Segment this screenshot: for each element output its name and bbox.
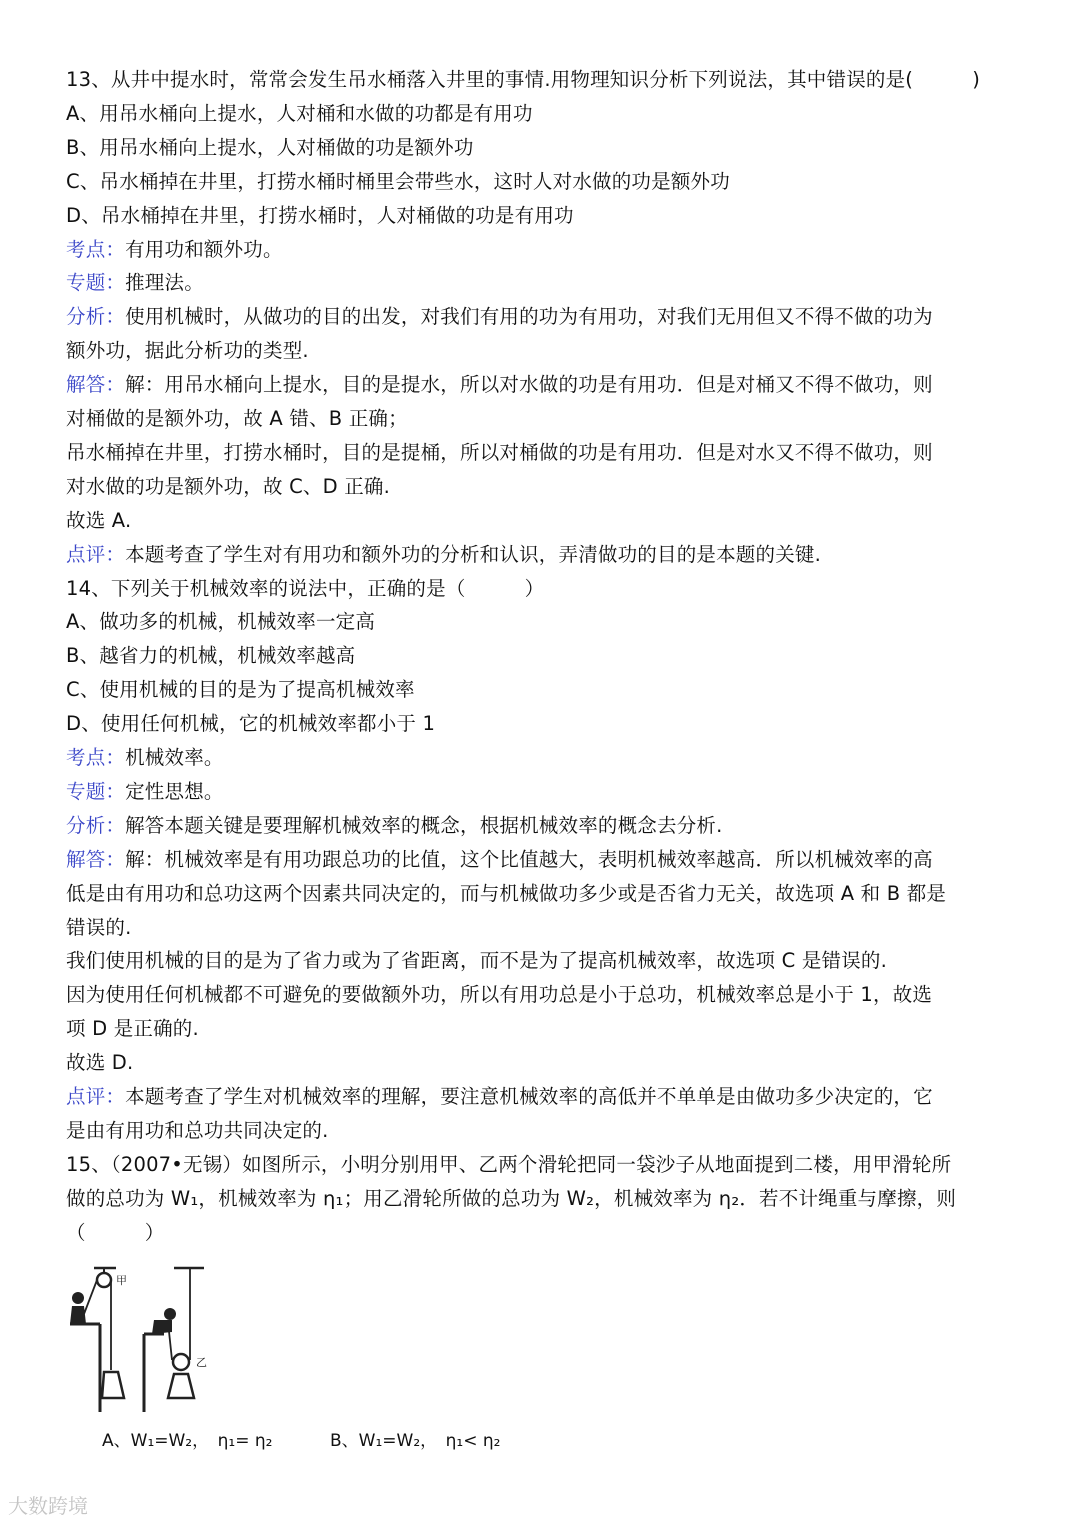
text-line bbox=[66, 236, 1026, 264]
section-tag: 点评： bbox=[66, 1085, 126, 1108]
label-jia: 甲 bbox=[116, 1274, 127, 1287]
line-text: C、使用机械的目的是为了提高机械效率 bbox=[66, 678, 415, 702]
text-line bbox=[66, 439, 1026, 467]
line-text: 吊水桶掉在井里，打捞水桶时，目的是提桶，所以对桶做的功是有用功．但是对水又不得不做功，则 bbox=[66, 440, 933, 464]
line-text: 解答本题关键是要理解机械效率的概念，根据机械效率的概念去分析. bbox=[125, 813, 723, 837]
text-line bbox=[66, 575, 1026, 603]
text-line bbox=[66, 1219, 1026, 1247]
line-text: 机械效率。 bbox=[125, 746, 224, 769]
text-line bbox=[66, 507, 1026, 535]
text-line bbox=[66, 269, 1026, 297]
text-line bbox=[66, 676, 1026, 704]
line-text: A、用吊水桶向上提水，人对桶和水做的功都是有用功 bbox=[66, 101, 533, 125]
text-line bbox=[66, 66, 1026, 94]
text-line bbox=[66, 371, 1026, 399]
line-text: 15、（2007•无锡）如图所示，小明分别用甲、乙两个滑轮把同一袋沙子从地面提到二楼，用甲滑轮所 bbox=[66, 1152, 952, 1176]
text-line bbox=[66, 1049, 1026, 1077]
line-text: 项 D 是正确的. bbox=[66, 1017, 199, 1041]
line-text: 故选 A. bbox=[66, 508, 132, 532]
section-tag: 解答： bbox=[66, 373, 126, 397]
text-line bbox=[66, 541, 1026, 569]
text-line bbox=[66, 846, 1026, 874]
text-line bbox=[66, 608, 1026, 636]
section-tag: 点评： bbox=[66, 542, 126, 566]
section-tag: 考点： bbox=[66, 237, 126, 261]
line-text: 额外功，据此分析功的类型. bbox=[66, 339, 309, 363]
line-text: 故选 D. bbox=[66, 1051, 134, 1075]
line-text: A、做功多的机械，机械效率一定高 bbox=[66, 610, 376, 634]
text-line bbox=[66, 202, 1026, 230]
line-text: 14、下列关于机械效率的说法中，正确的是（ ） bbox=[66, 576, 545, 600]
section-tag: 解答： bbox=[66, 847, 126, 871]
line-text: 解：用吊水桶向上提水，目的是提水，所以对水做的功是有用功．但是对桶又不得不做功，则 bbox=[125, 373, 933, 397]
line-text: 因为使用任何机械都不可避免的要做额外功，所以有用功总是小于总功，机械效率总是小于 1，故选 bbox=[66, 983, 933, 1007]
option-a: A、W₁=W₂， η₁= η₂ bbox=[102, 1431, 273, 1451]
text-line bbox=[66, 880, 1026, 908]
line-text: B、用吊水桶向上提水，人对桶做的功是额外功 bbox=[66, 135, 474, 159]
text-line bbox=[66, 744, 1026, 772]
line-text: C、吊水桶掉在井里，打捞水桶时桶里会带些水，这时人对水做的功是额外功 bbox=[66, 169, 730, 193]
text-line bbox=[66, 168, 1026, 196]
pulley-figure bbox=[64, 1262, 234, 1422]
text-line bbox=[66, 405, 1026, 433]
line-text: 解：机械效率是有用功跟总功的比值，这个比值越大，表明机械效率越高．所以机械效率的高 bbox=[125, 847, 933, 871]
line-text: 推理法。 bbox=[125, 271, 204, 295]
text-line bbox=[66, 812, 1026, 840]
text-line bbox=[66, 134, 1026, 162]
text-line bbox=[66, 1185, 1026, 1213]
text-line bbox=[66, 1083, 1026, 1111]
section-tag: 分析： bbox=[66, 305, 126, 329]
text-line bbox=[66, 303, 1026, 331]
line-text: D、吊水桶掉在井里，打捞水桶时，人对桶做的功是有用功 bbox=[66, 203, 574, 227]
section-tag: 考点： bbox=[66, 746, 126, 769]
section-tag: 分析： bbox=[66, 813, 126, 837]
text-line bbox=[66, 642, 1026, 670]
line-text: 低是由有用功和总功这两个因素共同决定的，而与机械做功多少或是否省力无关，故选项 A 和 B 都是 bbox=[66, 881, 947, 905]
line-text: 对桶做的是额外功，故 A 错、B 正确； bbox=[66, 407, 408, 430]
text-line bbox=[66, 778, 1026, 806]
line-text: 本题考查了学生对机械效率的理解，要注意机械效率的高低并不单单是由做功多少决定的，它 bbox=[125, 1085, 933, 1108]
text-line bbox=[66, 981, 1026, 1009]
text-line bbox=[66, 1117, 1026, 1145]
line-text: 使用机械时，从做功的目的出发，对我们有用的功为有用功，对我们无用但又不得不做的功为 bbox=[125, 305, 933, 329]
watermark: 大数跨境 bbox=[8, 1494, 88, 1518]
line-text: B、越省力的机械，机械效率越高 bbox=[66, 644, 356, 668]
line-text: 我们使用机械的目的是为了省力或为了省距离，而不是为了提高机械效率，故选项 C 是错误的. bbox=[66, 949, 888, 973]
line-text: D、使用任何机械，它的机械效率都小于 1 bbox=[66, 712, 436, 736]
text-line bbox=[66, 337, 1026, 365]
text-line bbox=[66, 1015, 1026, 1043]
label-yi: 乙 bbox=[196, 1356, 207, 1369]
section-tag: 专题： bbox=[66, 779, 126, 803]
line-text: 有用功和额外功。 bbox=[125, 237, 283, 261]
text-line bbox=[66, 914, 1026, 942]
option-b: B、W₁=W₂， η₁< η₂ bbox=[330, 1431, 501, 1451]
text-line bbox=[66, 1151, 1026, 1179]
line-text: （ ） bbox=[66, 1220, 165, 1244]
line-text: 定性思想。 bbox=[125, 779, 224, 803]
text-line bbox=[66, 710, 1026, 738]
line-text: 错误的. bbox=[66, 915, 132, 939]
text-line bbox=[66, 473, 1026, 501]
line-text: 是由有用功和总功共同决定的. bbox=[66, 1118, 329, 1142]
line-text: 13、从井中提水时，常常会发生吊水桶落入井里的事情.用物理知识分析下列说法，其中错误的是( ) bbox=[66, 68, 981, 91]
text-line bbox=[66, 100, 1026, 128]
line-text: 做的总功为 W₁，机械效率为 η₁；用乙滑轮所做的总功为 W₂，机械效率为 η₂．若不计绳重与摩擦，则 bbox=[66, 1186, 957, 1210]
text-line bbox=[66, 947, 1026, 975]
section-tag: 专题： bbox=[66, 271, 126, 295]
line-text: 本题考查了学生对有用功和额外功的分析和认识，弄清做功的目的是本题的关键. bbox=[125, 542, 822, 566]
line-text: 对水做的功是额外功，故 C、D 正确. bbox=[66, 474, 391, 498]
